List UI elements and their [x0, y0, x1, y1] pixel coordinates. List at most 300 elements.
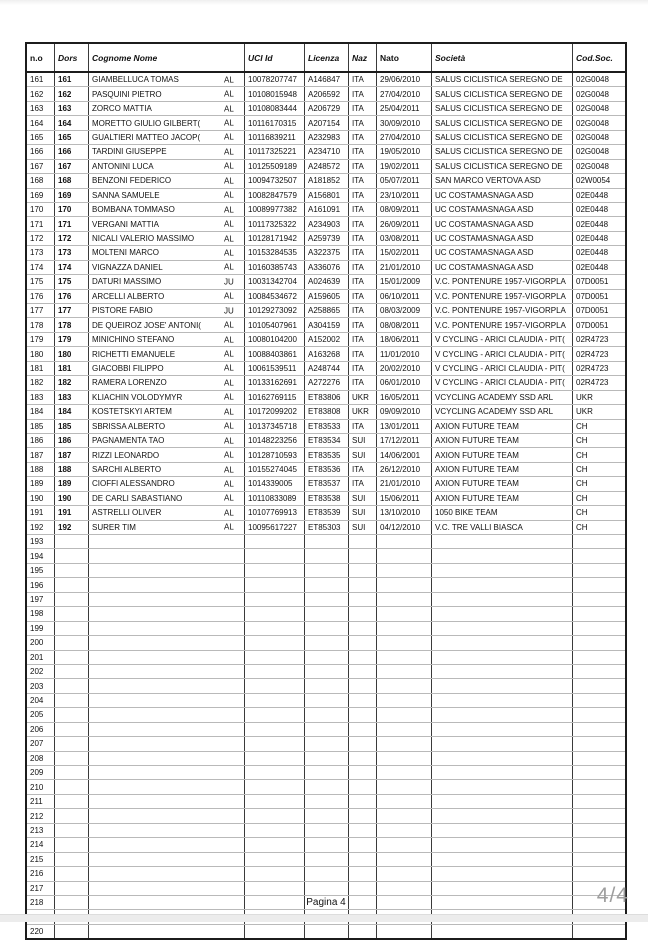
cell-societa: V.C. TRE VALLI BIASCA: [432, 521, 573, 534]
cell-licenza: A248572: [305, 160, 349, 173]
cell-societa: SALUS CICLISTICA SEREGNO DE: [432, 131, 573, 144]
rider-category: AL: [224, 190, 234, 200]
cell-societa: V CYCLING - ARICI CLAUDIA - PIT(: [432, 362, 573, 375]
table-row: [27, 448, 625, 462]
cell-naz: ITA: [349, 189, 377, 202]
cell-no: 211: [27, 795, 55, 808]
cell-licenza: [305, 766, 349, 779]
cell-no: 203: [27, 679, 55, 692]
cell-nato: [377, 607, 432, 620]
cell-cod-soc: [573, 564, 625, 577]
rider-name: ARCELLI ALBERTO: [92, 291, 165, 301]
cell-nato: 25/04/2011: [377, 102, 432, 115]
cell-societa: [432, 679, 573, 692]
table-row: [27, 651, 625, 665]
table-row: [27, 492, 625, 506]
cell-no: 193: [27, 535, 55, 548]
cell-cod-soc: 02E0448: [576, 248, 609, 258]
cell-uci-id: [245, 593, 305, 606]
column-header-licenza: Licenza: [305, 44, 349, 71]
cell-no: 204: [27, 694, 55, 707]
cell-nato: 08/09/2011: [377, 203, 432, 216]
table-row: [27, 607, 625, 621]
cell-cod-soc: 07D0051: [576, 320, 609, 330]
cell-societa: [432, 578, 573, 591]
cell-cod-soc: 02R4723: [576, 349, 609, 359]
cell-dors: 191: [55, 506, 89, 519]
cell-uci-id: [245, 752, 305, 765]
cell-uci-id: [245, 665, 305, 678]
cell-cognome-nome: [89, 853, 245, 866]
cell-uci-id: [245, 549, 305, 562]
rider-category: AL: [224, 479, 234, 489]
rider-name: SBRISSA ALBERTO: [92, 421, 166, 431]
cell-uci-id: [245, 651, 305, 664]
cell-naz: ITA: [349, 347, 377, 360]
rider-name: VERGANI MATTIA: [92, 219, 159, 229]
cell-naz: [349, 679, 377, 692]
cell-dors: 172: [55, 232, 89, 245]
table-row: [27, 160, 625, 174]
cell-societa: [432, 549, 573, 562]
cell-no: 182: [27, 376, 55, 389]
cell-naz: ITA: [349, 261, 377, 274]
rider-category: AL: [224, 493, 234, 503]
cell-uci-id: 10078207747: [245, 73, 305, 86]
cell-naz: [349, 549, 377, 562]
table-row: [27, 752, 625, 766]
cell-uci-id: [245, 737, 305, 750]
cell-dors: [55, 838, 89, 851]
cell-societa: [432, 752, 573, 765]
cell-naz: [349, 838, 377, 851]
cell-no: 208: [27, 752, 55, 765]
cell-cognome-nome: [89, 780, 245, 793]
cell-societa: AXION FUTURE TEAM: [432, 463, 573, 476]
cell-societa: UC COSTAMASNAGA ASD: [432, 261, 573, 274]
cell-uci-id: [245, 882, 305, 895]
cell-dors: 185: [55, 420, 89, 433]
cell-cod-soc: CH: [576, 479, 588, 489]
table-row: [27, 347, 625, 361]
cell-nato: 15/06/2011: [377, 492, 432, 505]
table-row: [27, 217, 625, 231]
cell-cognome-nome: [89, 333, 245, 346]
column-header-naz: Naz: [349, 44, 377, 71]
cell-licenza: A232983: [305, 131, 349, 144]
rider-name: ANTONINI LUCA: [92, 161, 154, 171]
cell-cognome-nome: [89, 708, 245, 721]
cell-dors: [55, 824, 89, 837]
cell-cod-soc: [573, 578, 625, 591]
cell-dors: [55, 679, 89, 692]
cell-societa: [432, 708, 573, 721]
cell-no: 172: [27, 232, 55, 245]
cell-no: 165: [27, 131, 55, 144]
cell-cod-soc: [573, 752, 625, 765]
cell-naz: [349, 694, 377, 707]
cell-no: 163: [27, 102, 55, 115]
cell-licenza: [305, 853, 349, 866]
cell-dors: [55, 651, 89, 664]
cell-no: 161: [27, 73, 55, 86]
cell-cod-soc: CH: [576, 522, 588, 532]
table-row: [27, 102, 625, 116]
cell-uci-id: 10155274045: [245, 463, 305, 476]
cell-cognome-nome: [89, 867, 245, 880]
cell-cod-soc: 02G0048: [576, 75, 609, 85]
cell-societa: UC COSTAMASNAGA ASD: [432, 203, 573, 216]
cell-licenza: [305, 679, 349, 692]
cell-cognome-nome: [89, 246, 245, 259]
rider-name: ZORCO MATTIA: [92, 104, 152, 114]
cell-naz: ITA: [349, 304, 377, 317]
cell-nato: 06/10/2011: [377, 290, 432, 303]
cell-nato: [377, 766, 432, 779]
table-row: [27, 376, 625, 390]
rider-category: AL: [224, 436, 234, 446]
cell-licenza: [305, 867, 349, 880]
cell-licenza: A146847: [305, 73, 349, 86]
cell-licenza: A207154: [305, 116, 349, 129]
cell-licenza: [305, 535, 349, 548]
table-row: [27, 679, 625, 693]
cell-nato: 05/07/2011: [377, 174, 432, 187]
cell-uci-id: [245, 708, 305, 721]
rider-category: JU: [224, 277, 234, 287]
cell-cod-soc: 02E0448: [576, 234, 609, 244]
cell-naz: [349, 535, 377, 548]
cell-cod-soc: CH: [576, 421, 588, 431]
cell-cod-soc: [573, 651, 625, 664]
table-row: [27, 189, 625, 203]
cell-no: 194: [27, 549, 55, 562]
table-row: [27, 809, 625, 823]
cell-no: 209: [27, 766, 55, 779]
table-row: [27, 405, 625, 419]
rider-name: SURER TIM: [92, 522, 136, 532]
rider-name: MOLTENI MARCO: [92, 248, 159, 258]
table-row: [27, 549, 625, 563]
cell-uci-id: 10128710593: [245, 448, 305, 461]
column-header-no: n.o: [27, 44, 55, 71]
cell-nato: [377, 549, 432, 562]
cell-societa: AXION FUTURE TEAM: [432, 448, 573, 461]
table-header-row: [27, 44, 625, 73]
cell-nato: [377, 679, 432, 692]
cell-nato: [377, 622, 432, 635]
rider-category: AL: [224, 392, 234, 402]
cell-uci-id: 10088403861: [245, 347, 305, 360]
cell-cod-soc: 02E0448: [576, 205, 609, 215]
rider-name: TARDINI GIUSEPPE: [92, 147, 167, 157]
cell-no: 180: [27, 347, 55, 360]
rider-category: AL: [224, 335, 234, 345]
cell-cod-soc: [573, 593, 625, 606]
cell-uci-id: [245, 824, 305, 837]
cell-uci-id: [245, 723, 305, 736]
table-row: [27, 694, 625, 708]
cell-uci-id: 10172099202: [245, 405, 305, 418]
cell-cod-soc: [573, 824, 625, 837]
rider-category: AL: [224, 421, 234, 431]
cell-cod-soc: [573, 723, 625, 736]
cell-societa: VCYCLING ACADEMY SSD ARL: [432, 405, 573, 418]
cell-no: 210: [27, 780, 55, 793]
page-bottom-edge: [0, 914, 648, 922]
cell-dors: [55, 578, 89, 591]
rider-category: AL: [224, 465, 234, 475]
cell-cognome-nome: [89, 795, 245, 808]
cell-cognome-nome: [89, 376, 245, 389]
cell-nato: 21/01/2010: [377, 261, 432, 274]
cell-nato: 23/10/2011: [377, 189, 432, 202]
cell-nato: 27/04/2010: [377, 131, 432, 144]
cell-cod-soc: [573, 795, 625, 808]
cell-societa: [432, 651, 573, 664]
cell-licenza: A024639: [305, 275, 349, 288]
cell-uci-id: 10125509189: [245, 160, 305, 173]
cell-cognome-nome: [89, 304, 245, 317]
cell-dors: 189: [55, 477, 89, 490]
cell-cod-soc: 02E0448: [576, 190, 609, 200]
cell-dors: [55, 593, 89, 606]
cell-cod-soc: CH: [576, 450, 588, 460]
table-row: [27, 87, 625, 101]
table-row: [27, 622, 625, 636]
cell-societa: [432, 882, 573, 895]
rider-name: CIOFFI ALESSANDRO: [92, 479, 175, 489]
column-header-codsoc: Cod.Soc.: [576, 52, 613, 63]
cell-naz: [349, 766, 377, 779]
cell-naz: ITA: [349, 333, 377, 346]
cell-no: 166: [27, 145, 55, 158]
table-row: [27, 290, 625, 304]
cell-nato: 11/01/2010: [377, 347, 432, 360]
cell-uci-id: 10116839211: [245, 131, 305, 144]
rider-name: RAMERA LORENZO: [92, 378, 167, 388]
cell-uci-id: [245, 809, 305, 822]
cell-naz: [349, 737, 377, 750]
rider-name: KLIACHIN VOLODYMYR: [92, 392, 183, 402]
cell-nato: 08/08/2011: [377, 318, 432, 331]
cell-uci-id: 10080104200: [245, 333, 305, 346]
table-row: [27, 261, 625, 275]
cell-cognome-nome: [89, 882, 245, 895]
cell-licenza: [305, 549, 349, 562]
cell-no: 199: [27, 622, 55, 635]
cell-naz: ITA: [349, 87, 377, 100]
cell-uci-id: 10110833089: [245, 492, 305, 505]
cell-naz: ITA: [349, 116, 377, 129]
cell-societa: SALUS CICLISTICA SEREGNO DE: [432, 73, 573, 86]
cell-societa: UC COSTAMASNAGA ASD: [432, 232, 573, 245]
cell-dors: 181: [55, 362, 89, 375]
cell-no: 220: [27, 925, 55, 938]
rider-name: KOSTETSKYI ARTEM: [92, 407, 172, 417]
cell-dors: [55, 867, 89, 880]
cell-societa: [432, 593, 573, 606]
cell-dors: [55, 607, 89, 620]
cell-no: 217: [27, 882, 55, 895]
cell-uci-id: [245, 694, 305, 707]
cell-no: 216: [27, 867, 55, 880]
cell-cognome-nome: [89, 87, 245, 100]
cell-cognome-nome: [89, 318, 245, 331]
cell-naz: [349, 564, 377, 577]
cell-societa: [432, 723, 573, 736]
cell-dors: 177: [55, 304, 89, 317]
cell-uci-id: 10108015948: [245, 87, 305, 100]
cell-uci-id: [245, 780, 305, 793]
cell-no: 189: [27, 477, 55, 490]
table-row: [27, 463, 625, 477]
table-row: [27, 434, 625, 448]
cell-dors: 188: [55, 463, 89, 476]
cell-societa: V.C. PONTENURE 1957-VIGORPLA: [432, 275, 573, 288]
cell-no: 164: [27, 116, 55, 129]
cell-naz: ITA: [349, 217, 377, 230]
rider-name: DE QUEIROZ JOSE' ANTONI(: [92, 320, 201, 330]
column-header-dors: Dors: [55, 44, 89, 71]
cell-no: 200: [27, 636, 55, 649]
cell-dors: [55, 853, 89, 866]
cell-no: 206: [27, 723, 55, 736]
cell-cod-soc: [573, 766, 625, 779]
cell-no: 207: [27, 737, 55, 750]
cell-cognome-nome: [89, 593, 245, 606]
cell-cognome-nome: [89, 391, 245, 404]
rider-category: AL: [224, 147, 234, 157]
cell-nato: [377, 853, 432, 866]
cell-no: 201: [27, 651, 55, 664]
cell-licenza: A152002: [305, 333, 349, 346]
table-row: [27, 766, 625, 780]
cell-dors: [55, 636, 89, 649]
cell-licenza: [305, 607, 349, 620]
cell-no: 215: [27, 853, 55, 866]
table-row: [27, 318, 625, 332]
cell-no: 205: [27, 708, 55, 721]
cell-naz: [349, 752, 377, 765]
rider-name: RIZZI LEONARDO: [92, 450, 160, 460]
cell-societa: SALUS CICLISTICA SEREGNO DE: [432, 116, 573, 129]
cell-dors: [55, 564, 89, 577]
cell-nato: 06/01/2010: [377, 376, 432, 389]
cell-licenza: ET83537: [305, 477, 349, 490]
cell-no: 212: [27, 809, 55, 822]
cell-cod-soc: [573, 679, 625, 692]
table-row: [27, 737, 625, 751]
rider-name: MORETTO GIULIO GILBERT(: [92, 118, 201, 128]
cell-nato: 18/06/2011: [377, 333, 432, 346]
cell-uci-id: [245, 795, 305, 808]
cell-dors: 174: [55, 261, 89, 274]
cell-cognome-nome: [89, 535, 245, 548]
cell-licenza: [305, 925, 349, 938]
cell-no: 197: [27, 593, 55, 606]
cell-cognome-nome: [89, 463, 245, 476]
rider-category: AL: [224, 248, 234, 258]
cell-nato: 13/10/2010: [377, 506, 432, 519]
cell-societa: AXION FUTURE TEAM: [432, 477, 573, 490]
cell-dors: 169: [55, 189, 89, 202]
cell-cod-soc: 02W0054: [576, 176, 611, 186]
cell-cod-soc: 02G0048: [576, 118, 609, 128]
rider-category: AL: [224, 161, 234, 171]
rider-category: AL: [224, 219, 234, 229]
cell-licenza: A234903: [305, 217, 349, 230]
cell-uci-id: 10061539511: [245, 362, 305, 375]
cell-nato: [377, 737, 432, 750]
cell-uci-id: 10133162691: [245, 376, 305, 389]
cell-naz: [349, 925, 377, 938]
cell-cognome-nome: [89, 737, 245, 750]
table-row: [27, 477, 625, 491]
cell-nato: [377, 882, 432, 895]
cell-uci-id: [245, 564, 305, 577]
table-row: [27, 506, 625, 520]
cell-cognome-nome: [89, 564, 245, 577]
cell-licenza: [305, 708, 349, 721]
cell-naz: UKR: [349, 391, 377, 404]
cell-naz: SUI: [349, 521, 377, 534]
cell-nato: 09/09/2010: [377, 405, 432, 418]
cell-licenza: A322375: [305, 246, 349, 259]
cell-no: 195: [27, 564, 55, 577]
cell-naz: ITA: [349, 160, 377, 173]
cell-dors: 163: [55, 102, 89, 115]
cell-nato: 19/02/2011: [377, 160, 432, 173]
cell-licenza: [305, 593, 349, 606]
cell-no: 192: [27, 521, 55, 534]
table-row: [27, 304, 625, 318]
cell-societa: UC COSTAMASNAGA ASD: [432, 217, 573, 230]
cell-no: 196: [27, 578, 55, 591]
cell-cognome-nome: [89, 290, 245, 303]
table-row: [27, 824, 625, 838]
table-row: [27, 838, 625, 852]
cell-cognome-nome: [89, 203, 245, 216]
cell-nato: 26/12/2010: [377, 463, 432, 476]
cell-societa: [432, 867, 573, 880]
cell-cod-soc: [573, 853, 625, 866]
rider-name: GIACOBBI FILIPPO: [92, 363, 164, 373]
cell-dors: 167: [55, 160, 89, 173]
cell-cod-soc: 02E0448: [576, 219, 609, 229]
cell-nato: 30/09/2010: [377, 116, 432, 129]
cell-uci-id: 10153284535: [245, 246, 305, 259]
cell-dors: [55, 795, 89, 808]
rider-category: AL: [224, 205, 234, 215]
cell-societa: [432, 824, 573, 837]
cell-naz: ITA: [349, 102, 377, 115]
table-row: [27, 564, 625, 578]
table-row: [27, 73, 625, 87]
cell-cognome-nome: [89, 665, 245, 678]
cell-uci-id: [245, 622, 305, 635]
cell-no: 214: [27, 838, 55, 851]
cell-uci-id: [245, 535, 305, 548]
cell-naz: ITA: [349, 318, 377, 331]
cell-naz: ITA: [349, 203, 377, 216]
rider-name: DE CARLI SABASTIANO: [92, 493, 183, 503]
cell-no: 202: [27, 665, 55, 678]
cell-no: 183: [27, 391, 55, 404]
table-row: [27, 246, 625, 260]
table-row: [27, 708, 625, 722]
cell-uci-id: 10094732507: [245, 174, 305, 187]
